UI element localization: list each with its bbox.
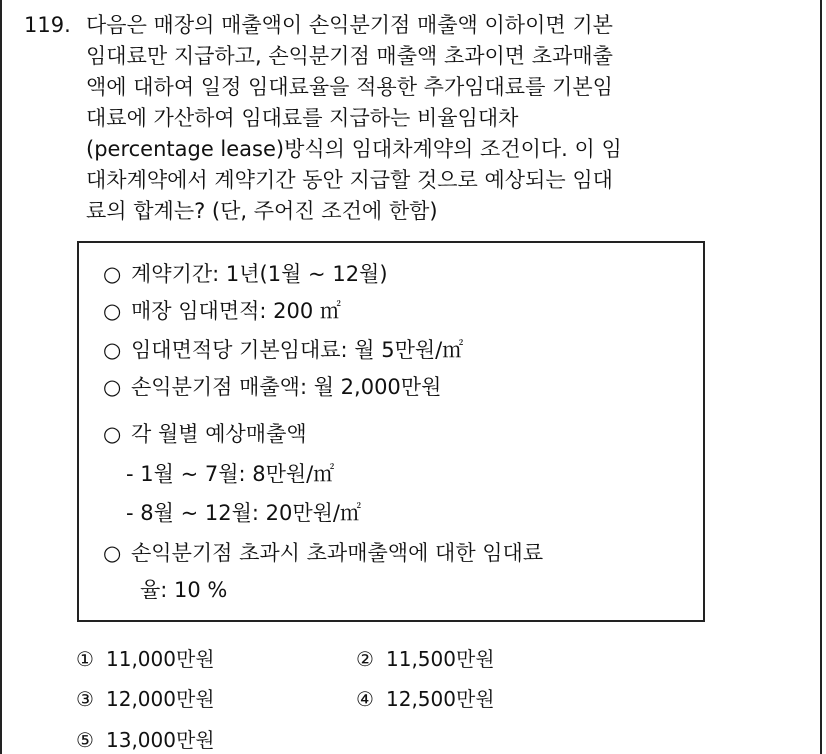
condition-text: 임대면적당 기본임대료: 월 5만원/㎡ — [131, 338, 464, 362]
question-line: 대차계약에서 계약기간 동안 지급할 것으로 예상되는 임대 — [86, 168, 613, 192]
condition-item — [103, 295, 341, 325]
condition-item — [103, 258, 388, 288]
circle-bullet: ○ — [103, 541, 122, 565]
question-line: 액에 대하여 일정 임대료율을 적용한 추가임대료를 기본임 — [86, 75, 613, 99]
answer-choice-4[interactable] — [356, 683, 495, 712]
circle-bullet: ○ — [103, 299, 122, 323]
circle-bullet: ○ — [103, 375, 122, 399]
answer-choice-3[interactable] — [76, 683, 215, 712]
condition-text: 손익분기점 초과시 초과매출액에 대한 임대료 — [131, 541, 544, 565]
choice-text: 11,500만원 — [386, 647, 495, 671]
choice-text: 12,500만원 — [386, 687, 495, 711]
question-text — [86, 10, 786, 227]
choice-text: 12,000만원 — [106, 687, 215, 711]
condition-item — [103, 334, 463, 364]
question-line: (percentage lease)방식의 임대차계약의 조건이다. 이 임 — [86, 137, 622, 161]
condition-text: 계약기간: 1년(1월 ~ 12월) — [131, 262, 388, 286]
condition-item — [103, 371, 441, 401]
circle-bullet: ○ — [103, 262, 122, 286]
condition-text: 각 월별 예상매출액 — [131, 422, 307, 446]
choice-marker: ③ — [76, 687, 94, 711]
condition-continuation: 율: 10 % — [140, 578, 228, 602]
condition-item — [103, 537, 543, 567]
choice-marker: ① — [76, 647, 94, 671]
question-number: 119. — [24, 13, 71, 37]
condition-subitem: - 8월 ~ 12월: 20만원/㎡ — [126, 501, 361, 525]
answer-choice-2[interactable] — [356, 643, 495, 672]
condition-text: 매장 임대면적: 200 ㎡ — [131, 299, 341, 323]
question-line: 다음은 매장의 매출액이 손익분기점 매출액 이하이면 기본 — [86, 13, 613, 37]
circle-bullet: ○ — [103, 338, 122, 362]
choice-marker: ⑤ — [76, 728, 94, 752]
choice-text: 11,000만원 — [106, 647, 215, 671]
question-line: 대료에 가산하여 임대료를 지급하는 비율임대차 — [86, 106, 519, 130]
choice-marker: ④ — [356, 687, 374, 711]
question-line: 료의 합계는? (단, 주어진 조건에 한함) — [86, 199, 438, 223]
choice-text: 13,000만원 — [106, 728, 215, 752]
condition-subitem: - 1월 ~ 7월: 8만원/㎡ — [126, 462, 335, 486]
question-line: 임대료만 지급하고, 손익분기점 매출액 초과이면 초과매출 — [86, 44, 613, 68]
answer-choice-1[interactable] — [76, 643, 215, 672]
condition-text: 손익분기점 매출액: 월 2,000만원 — [131, 375, 442, 399]
condition-item — [103, 418, 307, 448]
circle-bullet: ○ — [103, 422, 122, 446]
answer-choice-5[interactable] — [76, 724, 215, 753]
choice-marker: ② — [356, 647, 374, 671]
